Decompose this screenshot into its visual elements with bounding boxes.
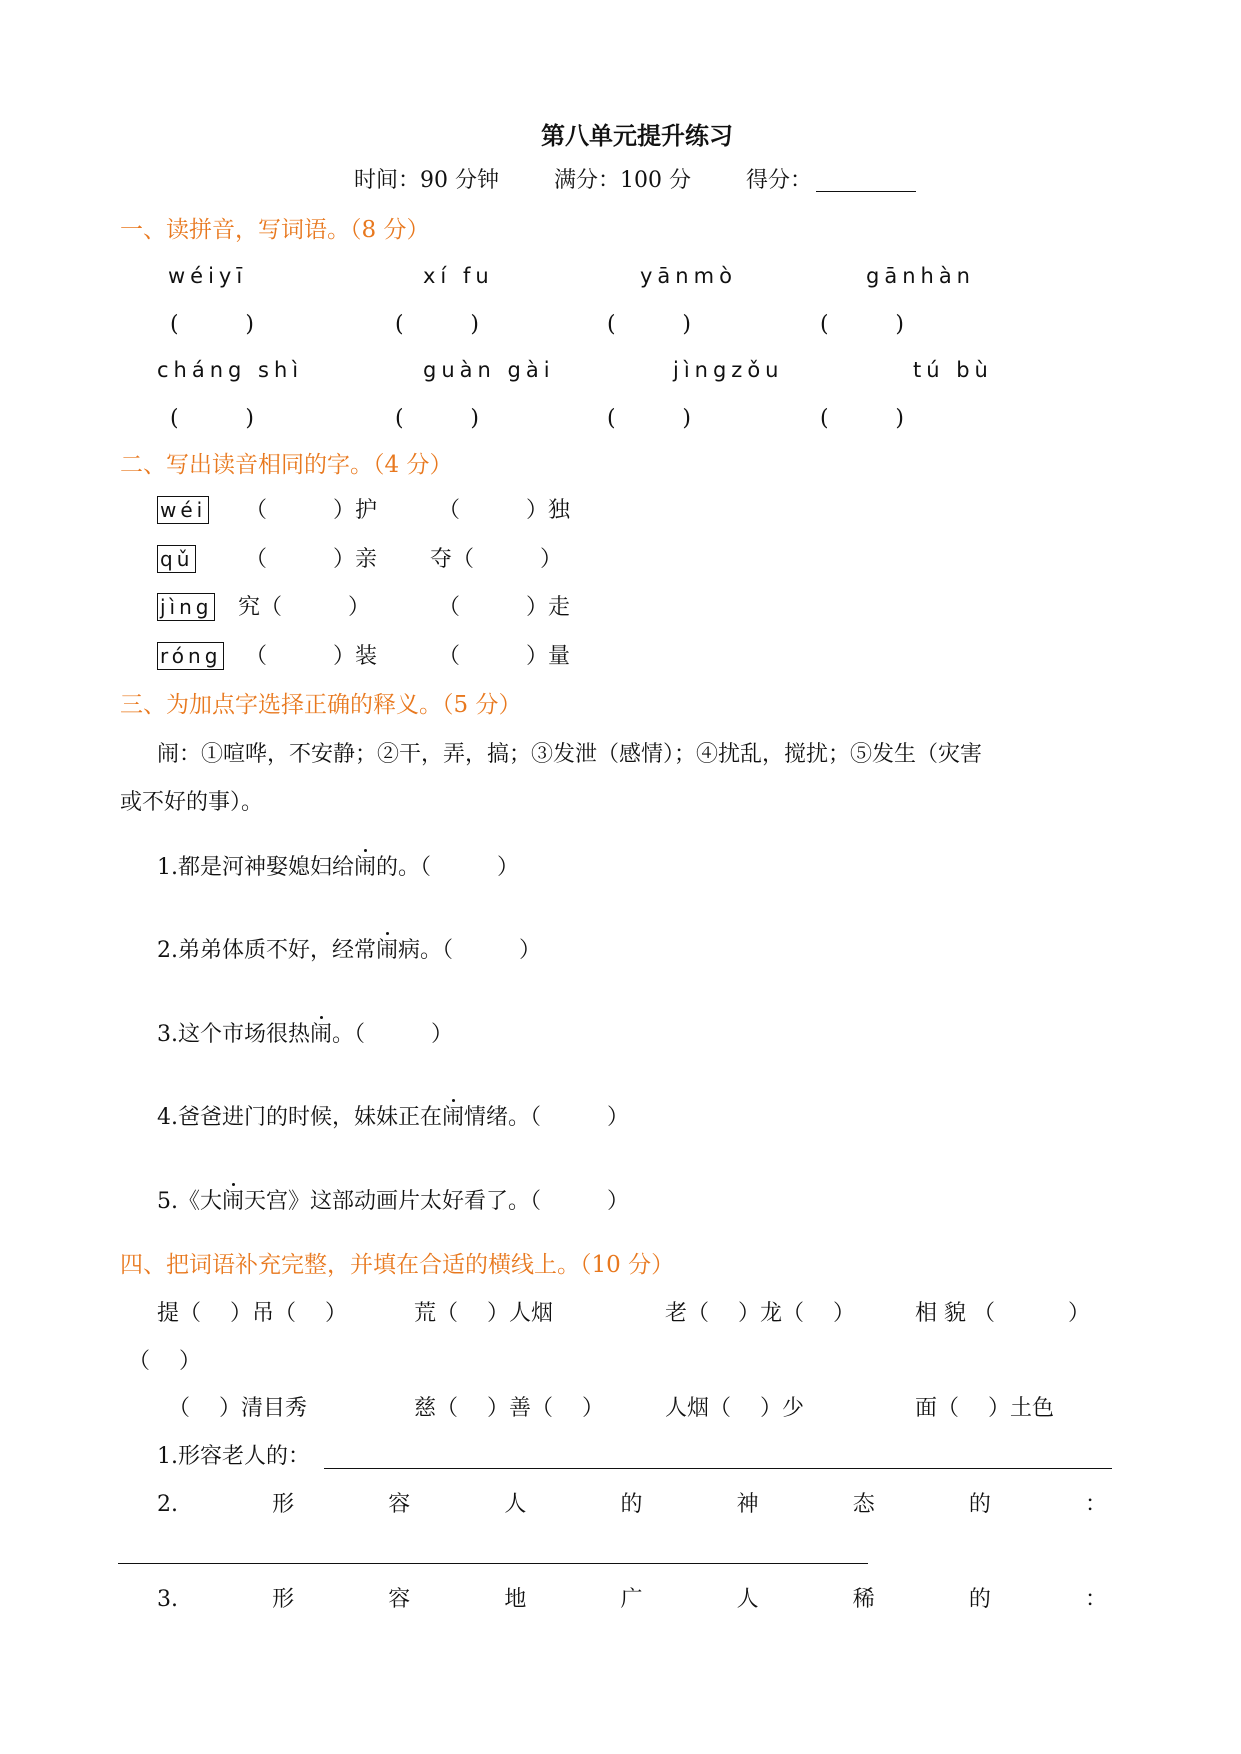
answer-line[interactable] — [324, 1468, 1112, 1469]
section-1-heading: 一、读拼音，写词语。（8 分） — [120, 217, 430, 243]
question-text: 2.弟弟体质不好，经常 — [157, 938, 376, 963]
section-4-heading: 四、把词语补充完整，并填在合适的横线上。（10 分） — [120, 1252, 675, 1278]
pinyin: xí fu — [423, 264, 494, 288]
text: 广 — [620, 1587, 643, 1612]
text: 人 — [504, 1492, 527, 1517]
text: ( — [395, 406, 404, 431]
question-label: 1.形容老人的： — [157, 1444, 310, 1469]
text: ( — [170, 406, 179, 431]
text: ( — [395, 312, 404, 337]
answer-blank[interactable] — [607, 408, 691, 430]
text: ) — [895, 406, 904, 431]
fill-blank[interactable]: （ ）量 — [438, 644, 571, 669]
answer-line[interactable] — [118, 1563, 868, 1564]
dotted-char: 闹 — [354, 855, 377, 880]
text: ： — [1084, 1587, 1107, 1612]
idiom-blank[interactable]: 提（ ）吊（ ） — [157, 1301, 347, 1326]
sound-row — [157, 549, 196, 571]
text: 3. — [157, 1587, 178, 1612]
text: 的 — [968, 1492, 991, 1517]
answer-blank[interactable] — [170, 314, 254, 336]
question-text: 4.爸爸进门的时候，妹妹正在 — [157, 1105, 442, 1130]
answer-blank[interactable]: 天宫》这部动画片太好看了。（ ） — [244, 1189, 630, 1214]
question-item — [157, 1024, 453, 1046]
text: 人 — [736, 1587, 759, 1612]
fill-blank[interactable]: 夺（ ） — [430, 547, 563, 572]
text: 形 — [272, 1492, 295, 1517]
pinyin: yānmò — [640, 264, 737, 288]
text: 的 — [620, 1492, 643, 1517]
answer-blank[interactable] — [820, 314, 904, 336]
answer-blank[interactable]: 的。（ ） — [376, 855, 520, 880]
pinyin-box: wéi — [157, 496, 209, 524]
answer-blank[interactable] — [607, 314, 691, 336]
exam-info — [354, 170, 964, 192]
text: ) — [470, 312, 479, 337]
text: ) — [895, 312, 904, 337]
dotted-char: 闹 — [442, 1105, 465, 1130]
question-item — [157, 1191, 629, 1213]
sound-row — [157, 500, 209, 522]
text: ： — [1084, 1492, 1107, 1517]
fill-blank[interactable]: （ ）护 — [245, 498, 378, 523]
answer-blank[interactable] — [395, 314, 479, 336]
sound-row — [157, 646, 224, 668]
text: 2. — [157, 1492, 178, 1517]
text: ) — [682, 406, 691, 431]
question-item — [157, 857, 519, 879]
text: ( — [170, 312, 179, 337]
text: ) — [245, 312, 254, 337]
text: 形 — [272, 1587, 295, 1612]
answer-blank[interactable]: 病。（ ） — [398, 938, 542, 963]
text: ( — [607, 312, 616, 337]
definition-list-cont: 或不好的事）。 — [120, 790, 264, 815]
pinyin-box: jìng — [157, 593, 215, 621]
fill-blank[interactable]: 究（ ） — [238, 595, 371, 620]
text: 地 — [504, 1587, 527, 1612]
pinyin: jìngzǒu — [673, 358, 784, 382]
page-title: 第八单元提升练习 — [541, 121, 733, 150]
definition-list: 闹：①喧哗，不安静；②干，弄，搞；③发泄（感情）；④扰乱，搅扰；⑤发生（灾害 — [157, 742, 983, 767]
answer-blank[interactable]: 。（ ） — [332, 1022, 454, 1047]
text: ( — [607, 406, 616, 431]
pinyin: cháng shì — [157, 358, 304, 382]
text: 稀 — [852, 1587, 875, 1612]
idiom-blank[interactable]: 慈（ ）善（ ） — [414, 1396, 604, 1421]
answer-blank[interactable] — [820, 408, 904, 430]
text: 容 — [388, 1587, 411, 1612]
idiom-blank[interactable]: 老（ ）龙（ ） — [665, 1301, 855, 1326]
question-label — [157, 1494, 1107, 1516]
text: 的 — [968, 1587, 991, 1612]
score-label: 得分： — [746, 168, 813, 193]
text: 容 — [388, 1492, 411, 1517]
question-item — [157, 1107, 629, 1129]
dotted-char: 闹 — [310, 1022, 333, 1047]
text: 态 — [852, 1492, 875, 1517]
idiom-blank[interactable]: 面（ ）土色 — [915, 1396, 1054, 1421]
pinyin: guàn gài — [423, 358, 555, 382]
idiom-blank[interactable]: 相 貌 （ ） — [915, 1301, 1090, 1326]
question-text: 3.这个市场很热 — [157, 1022, 310, 1047]
text: 神 — [736, 1492, 759, 1517]
text: ) — [245, 406, 254, 431]
text: ) — [470, 406, 479, 431]
question-label — [157, 1589, 1107, 1611]
section-3-heading: 三、为加点字选择正确的释义。（5 分） — [120, 692, 522, 718]
pinyin-box: róng — [157, 642, 224, 670]
question-text: 1.都是河神娶媳妇给 — [157, 855, 354, 880]
idiom-blank[interactable]: （ ） — [128, 1349, 201, 1374]
fill-blank[interactable]: （ ）亲 — [245, 547, 378, 572]
sound-row — [157, 597, 215, 619]
pinyin-box: qǔ — [157, 545, 196, 573]
fill-blank[interactable]: （ ）独 — [438, 498, 571, 523]
pinyin: gānhàn — [866, 264, 975, 288]
fill-blank[interactable]: （ ）走 — [438, 595, 571, 620]
pinyin: tú bù — [913, 358, 993, 382]
dotted-char: 闹 — [222, 1189, 245, 1214]
fill-blank[interactable]: （ ）装 — [245, 644, 378, 669]
section-2-heading: 二、写出读音相同的字。（4 分） — [120, 452, 453, 478]
answer-blank[interactable] — [170, 408, 254, 430]
text: ( — [820, 312, 829, 337]
question-text: 5.《大 — [157, 1189, 222, 1214]
time-limit: 时间：90 分钟 — [354, 168, 499, 193]
dotted-char: 闹 — [376, 938, 399, 963]
idiom-blank[interactable]: 荒（ ）人烟 — [414, 1301, 553, 1326]
idiom-blank[interactable]: （ ）清目秀 — [168, 1396, 307, 1421]
idiom-blank[interactable]: 人烟（ ）少 — [665, 1396, 804, 1421]
answer-blank[interactable] — [395, 408, 479, 430]
question-item — [157, 940, 541, 962]
text: ) — [682, 312, 691, 337]
pinyin: wéiyī — [168, 264, 248, 288]
full-score: 满分：100 分 — [554, 168, 691, 193]
answer-blank[interactable]: 情绪。（ ） — [464, 1105, 630, 1130]
text: ( — [820, 406, 829, 431]
score-blank[interactable] — [816, 171, 916, 192]
